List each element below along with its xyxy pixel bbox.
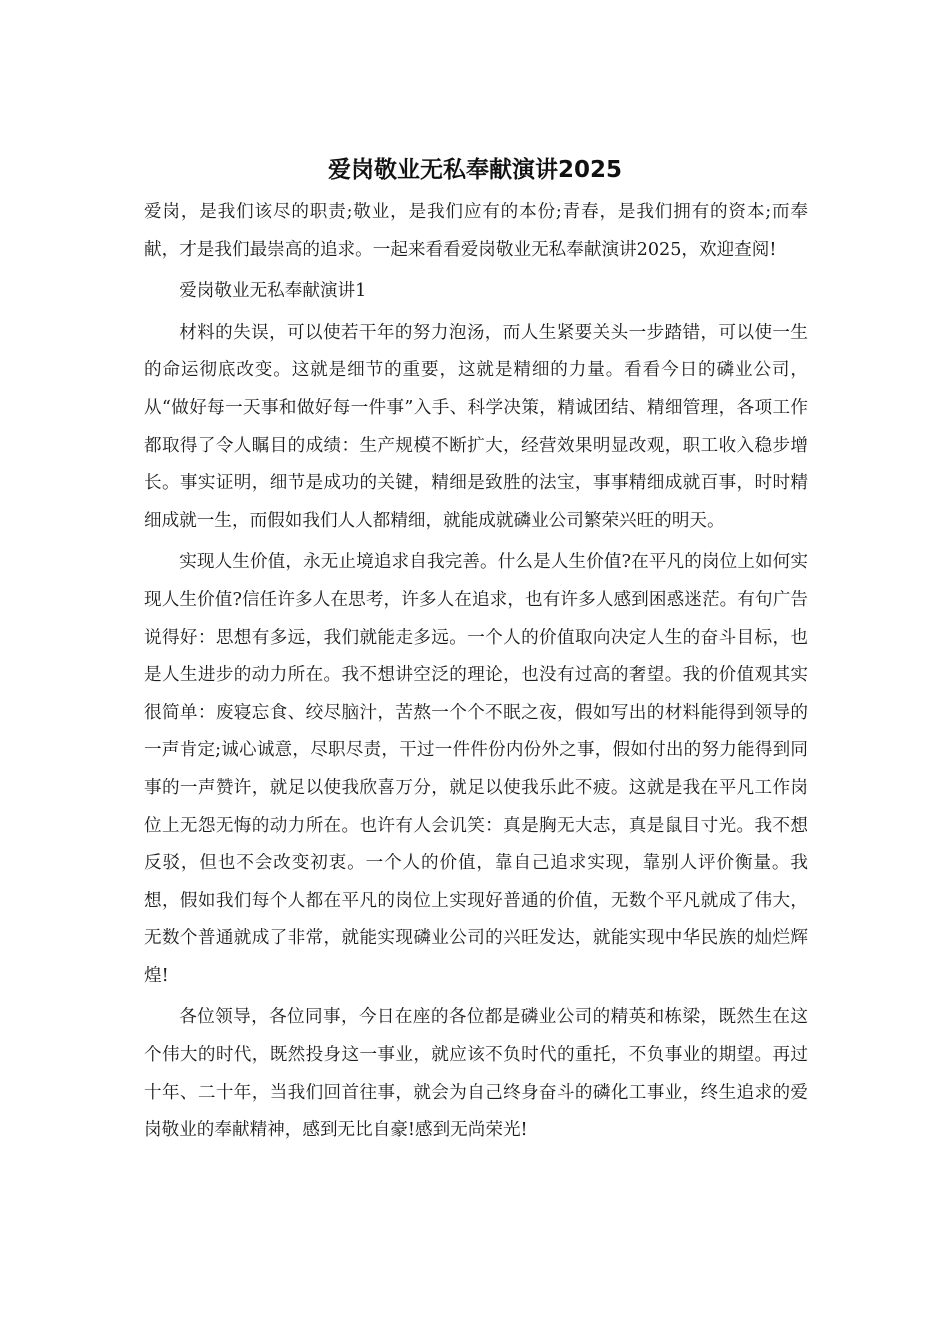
body-paragraph-3: 各位领导，各位同事，今日在座的各位都是磷业公司的精英和栋梁，既然生在这个伟大的时代，既然投身这一事业，就应该不负时代的重托，不负事业的期望。再过十年、二十年，当我们回首往事，就会为自己终身奋斗的磷化工事业，终生追求的爱岗敬业的奉献精神，感到无比自豪!感到无尚荣光! [144, 1007, 808, 1141]
body-paragraph-2: 实现人生价值，永无止境追求自我完善。什么是人生价值?在平凡的岗位上如何实现人生价值?信任许多人在思考，许多人在追求，也有许多人感到困惑迷茫。有句广告说得好：思想有多远，我们就能走多远。一个人的价值取向决定人生的奋斗目标，也是人生进步的动力所在。我不想讲空泛的理论，也没有过高的奢望。我的价值观其实很简单：废寝忘食、绞尽脑汁，苦熬一个个不眠之夜，假如写出的材料能得到领导的一声肯定;诚心诚意，尽职尽责，干过一件件份内份外之事，假如付出的努力能得到同事的一声赞许，就足以使我欣喜万分，就足以使我乐此不疲。这就是我在平凡工作岗位上无怨无悔的动力所在。也许有人会讥笑：真是胸无大志，真是鼠目寸光。我不想反驳，但也不会改变初衷。一个人的价值，靠自己追求实现，靠别人评价衡量。我想，假如我们每个人都在平凡的岗位上实现好普通的价值，无数个平凡就成了伟大，无数个普通就成了非常，就能实现磷业公司的兴旺发达，就能实现中华民族的灿烂辉煌! [144, 552, 808, 986]
body-paragraph-1: 材料的失误，可以使若干年的努力泡汤，而人生紧要关头一步踏错，可以使一生的命运彻底改变。这就是细节的重要，这就是精细的力量。看看今日的磷业公司，从“做好每一天事和做好每一件事”入手、科学决策，精诚团结、精细管理，各项工作都取得了令人瞩目的成绩：生产规模不断扩大，经营效果明显改观，职工收入稳步增长。事实证明，细节是成功的关键，精细是致胜的法宝，事事精细成就百事，时时精细成就一生，而假如我们人人都精细，就能成就磷业公司繁荣兴旺的明天。 [144, 322, 808, 531]
section-heading: 爱岗敬业无私奉献演讲1 [179, 281, 367, 302]
document-body [144, 194, 808, 1150]
document-title: 爱岗敬业无私奉献演讲2025 [327, 157, 622, 183]
intro-paragraph: 爱岗，是我们该尽的职责;敬业，是我们应有的本份;青春，是我们拥有的资本;而奉献，才是我们最崇高的追求。一起来看看爱岗敬业无私奉献演讲2025，欢迎查阅! [144, 202, 808, 260]
